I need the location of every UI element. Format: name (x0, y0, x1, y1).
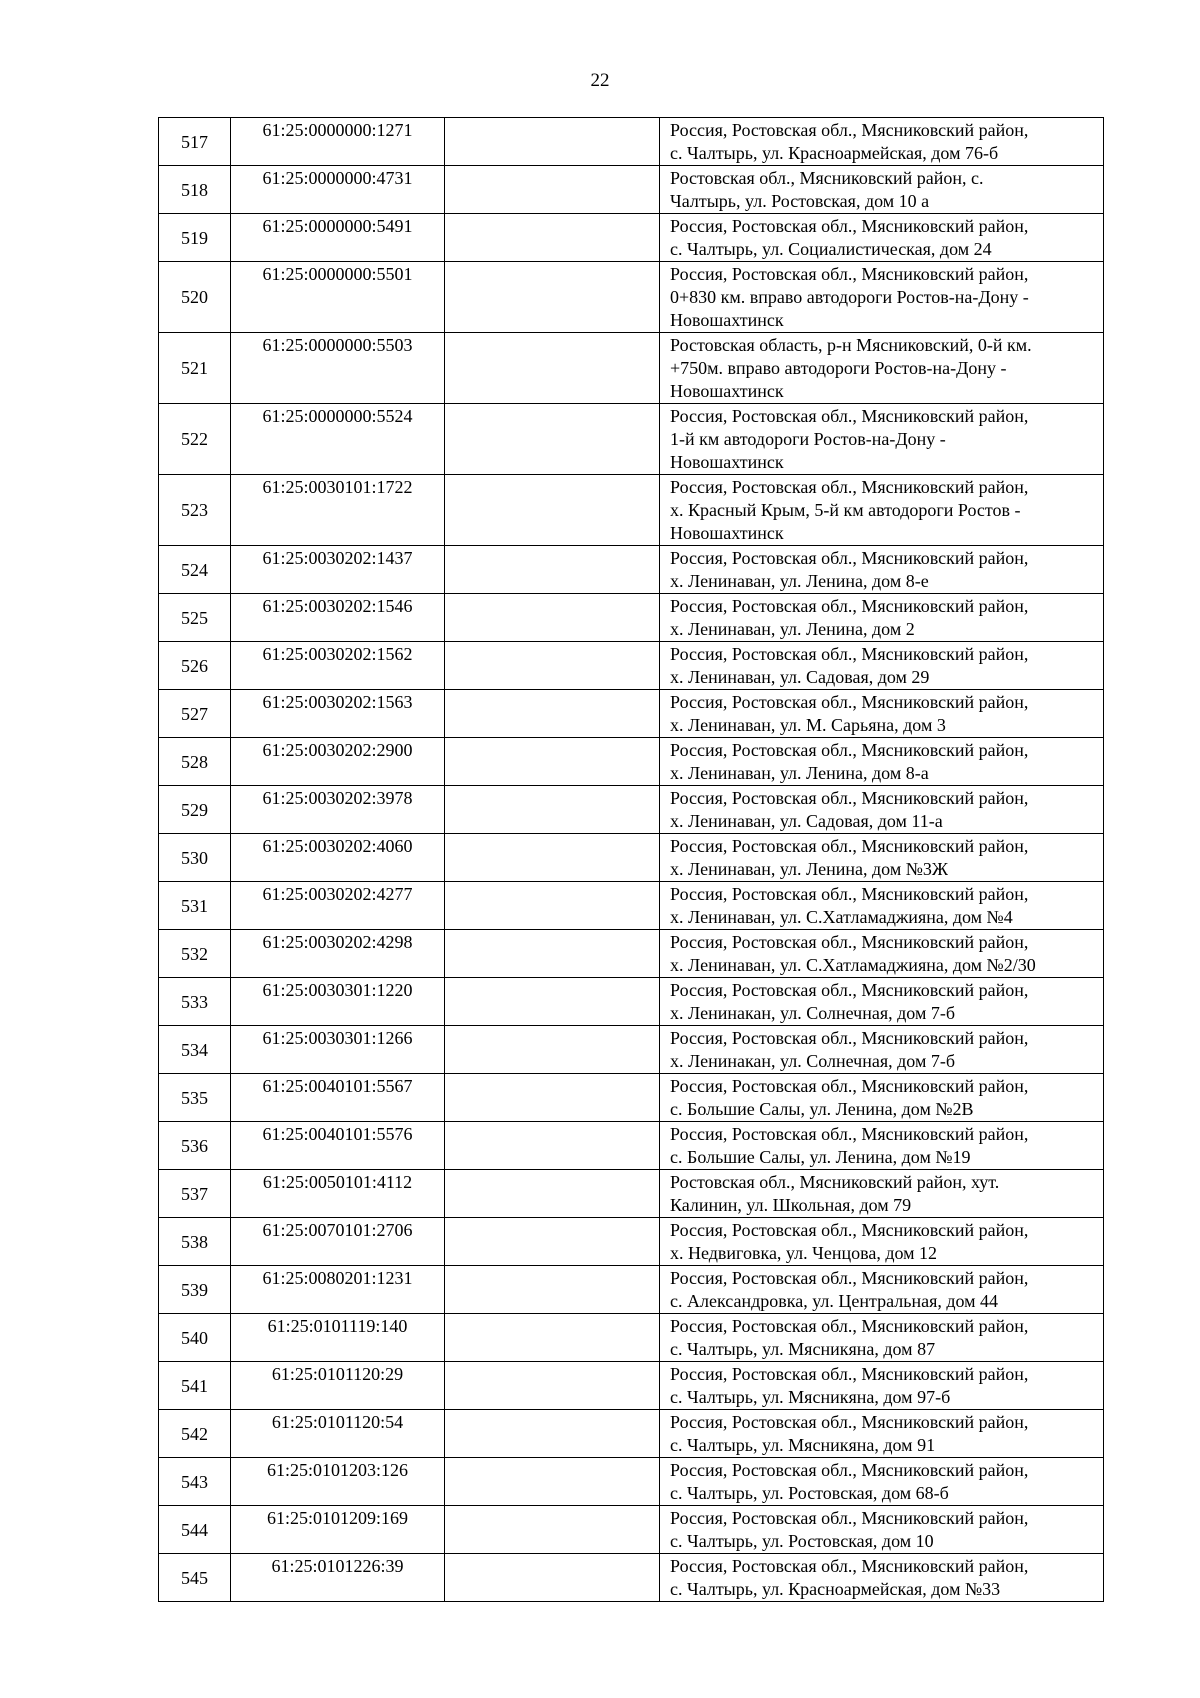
row-number-cell: 535 (159, 1074, 231, 1122)
empty-cell (445, 978, 660, 1026)
row-number-cell: 545 (159, 1554, 231, 1602)
table-row (159, 166, 1104, 214)
address-cell: Россия, Ростовская обл., Мясниковский район, 0+830 км. вправо автодороги Ростов-на-Дону - Новошахтинск (660, 262, 1104, 333)
cadastral-number-cell: 61:25:0000000:1271 (231, 118, 445, 166)
cadastral-number-cell: 61:25:0000000:5491 (231, 214, 445, 262)
table-row (159, 738, 1104, 786)
table-row (159, 1170, 1104, 1218)
cadastral-number-cell: 61:25:0000000:5503 (231, 333, 445, 404)
empty-cell (445, 1170, 660, 1218)
cadastral-number-cell: 61:25:0101203:126 (231, 1458, 445, 1506)
empty-cell (445, 262, 660, 333)
empty-cell (445, 882, 660, 930)
empty-cell (445, 642, 660, 690)
cadastral-number-cell: 61:25:0101119:140 (231, 1314, 445, 1362)
empty-cell (445, 1026, 660, 1074)
address-cell: Россия, Ростовская обл., Мясниковский район, с. Чалтырь, ул. Мясникяна, дом 87 (660, 1314, 1104, 1362)
row-number-cell: 520 (159, 262, 231, 333)
address-cell: Россия, Ростовская обл., Мясниковский район, с. Чалтырь, ул. Ростовская, дом 10 (660, 1506, 1104, 1554)
empty-cell (445, 930, 660, 978)
cadastral-number-cell: 61:25:0000000:5501 (231, 262, 445, 333)
empty-cell (445, 546, 660, 594)
row-number-cell: 534 (159, 1026, 231, 1074)
row-number-cell: 544 (159, 1506, 231, 1554)
cadastral-number-cell: 61:25:0040101:5567 (231, 1074, 445, 1122)
row-number-cell: 522 (159, 404, 231, 475)
address-cell: Россия, Ростовская обл., Мясниковский район, х. Ленинакан, ул. Солнечная, дом 7-б (660, 978, 1104, 1026)
table-row (159, 1074, 1104, 1122)
table-row (159, 1026, 1104, 1074)
empty-cell (445, 1074, 660, 1122)
address-cell: Ростовская обл., Мясниковский район, с. Чалтырь, ул. Ростовская, дом 10 а (660, 166, 1104, 214)
address-cell: Россия, Ростовская обл., Мясниковский район, с. Чалтырь, ул. Ростовская, дом 68-б (660, 1458, 1104, 1506)
cadastral-number-cell: 61:25:0030202:3978 (231, 786, 445, 834)
table-body (159, 118, 1104, 1602)
address-cell: Россия, Ростовская обл., Мясниковский район, х. Ленинакан, ул. Солнечная, дом 7-б (660, 1026, 1104, 1074)
address-cell: Россия, Ростовская обл., Мясниковский район, с. Чалтырь, ул. Красноармейская, дом №33 (660, 1554, 1104, 1602)
row-number-cell: 543 (159, 1458, 231, 1506)
table-row (159, 978, 1104, 1026)
address-cell: Россия, Ростовская обл., Мясниковский район, х. Ленинаван, ул. С.Хатламаджияна, дом №4 (660, 882, 1104, 930)
address-cell: Россия, Ростовская обл., Мясниковский район, с. Чалтырь, ул. Мясникяна, дом 91 (660, 1410, 1104, 1458)
cadastral-number-cell: 61:25:0101226:39 (231, 1554, 445, 1602)
table-row (159, 690, 1104, 738)
row-number-cell: 525 (159, 594, 231, 642)
address-cell: Россия, Ростовская обл., Мясниковский район, с. Большие Салы, ул. Ленина, дом №19 (660, 1122, 1104, 1170)
row-number-cell: 524 (159, 546, 231, 594)
cadastral-number-cell: 61:25:0050101:4112 (231, 1170, 445, 1218)
table-row (159, 834, 1104, 882)
cadastral-number-cell: 61:25:0030202:1546 (231, 594, 445, 642)
address-cell: Россия, Ростовская обл., Мясниковский район, х. Ленинаван, ул. Ленина, дом 2 (660, 594, 1104, 642)
row-number-cell: 539 (159, 1266, 231, 1314)
cadastral-number-cell: 61:25:0101120:54 (231, 1410, 445, 1458)
cadastral-number-cell: 61:25:0070101:2706 (231, 1218, 445, 1266)
table-row (159, 1554, 1104, 1602)
table-row (159, 118, 1104, 166)
cadastral-number-cell: 61:25:0030202:4277 (231, 882, 445, 930)
empty-cell (445, 1554, 660, 1602)
row-number-cell: 537 (159, 1170, 231, 1218)
address-cell: Россия, Ростовская обл., Мясниковский район, 1-й км автодороги Ростов-на-Дону - Новошахтинск (660, 404, 1104, 475)
empty-cell (445, 333, 660, 404)
row-number-cell: 541 (159, 1362, 231, 1410)
table-row (159, 546, 1104, 594)
address-cell: Россия, Ростовская обл., Мясниковский район, х. Недвиговка, ул. Ченцова, дом 12 (660, 1218, 1104, 1266)
cadastral-number-cell: 61:25:0030202:4060 (231, 834, 445, 882)
cadastral-number-cell: 61:25:0030202:1563 (231, 690, 445, 738)
row-number-cell: 519 (159, 214, 231, 262)
table-row (159, 1506, 1104, 1554)
cadastral-number-cell: 61:25:0030202:1562 (231, 642, 445, 690)
cadastral-number-cell: 61:25:0101209:169 (231, 1506, 445, 1554)
table-row (159, 404, 1104, 475)
empty-cell (445, 1362, 660, 1410)
row-number-cell: 529 (159, 786, 231, 834)
row-number-cell: 532 (159, 930, 231, 978)
cadastral-number-cell: 61:25:0080201:1231 (231, 1266, 445, 1314)
cadastral-number-cell: 61:25:0040101:5576 (231, 1122, 445, 1170)
empty-cell (445, 1218, 660, 1266)
address-cell: Россия, Ростовская обл., Мясниковский район, х. Ленинаван, ул. Ленина, дом 8-а (660, 738, 1104, 786)
address-cell: Россия, Ростовская обл., Мясниковский район, с. Чалтырь, ул. Социалистическая, дом 24 (660, 214, 1104, 262)
address-cell: Россия, Ростовская обл., Мясниковский район, х. Ленинаван, ул. М. Сарьяна, дом 3 (660, 690, 1104, 738)
address-cell: Ростовская обл., Мясниковский район, хут. Калинин, ул. Школьная, дом 79 (660, 1170, 1104, 1218)
row-number-cell: 526 (159, 642, 231, 690)
table-row (159, 262, 1104, 333)
row-number-cell: 523 (159, 475, 231, 546)
address-cell: Россия, Ростовская обл., Мясниковский район, х. Красный Крым, 5-й км автодороги Ростов - Новошахтинск (660, 475, 1104, 546)
empty-cell (445, 786, 660, 834)
row-number-cell: 530 (159, 834, 231, 882)
row-number-cell: 528 (159, 738, 231, 786)
address-cell: Россия, Ростовская обл., Мясниковский район, х. Ленинаван, ул. Ленина, дом 8-е (660, 546, 1104, 594)
table-row (159, 930, 1104, 978)
table-row (159, 642, 1104, 690)
empty-cell (445, 738, 660, 786)
cadastral-number-cell: 61:25:0030202:1437 (231, 546, 445, 594)
table-row (159, 1410, 1104, 1458)
table-row (159, 1314, 1104, 1362)
table-row (159, 1122, 1104, 1170)
address-cell: Ростовская область, р-н Мясниковский, 0-й км. +750м. вправо автодороги Ростов-на-Дону - Новошахтинск (660, 333, 1104, 404)
table-row (159, 1458, 1104, 1506)
table-row (159, 1266, 1104, 1314)
cadastral-number-cell: 61:25:0030301:1220 (231, 978, 445, 1026)
table-row (159, 594, 1104, 642)
address-cell: Россия, Ростовская обл., Мясниковский район, с. Чалтырь, ул. Красноармейская, дом 76-б (660, 118, 1104, 166)
table-row (159, 475, 1104, 546)
address-cell: Россия, Ростовская обл., Мясниковский район, х. Ленинаван, ул. Ленина, дом №3Ж (660, 834, 1104, 882)
row-number-cell: 527 (159, 690, 231, 738)
address-cell: Россия, Ростовская обл., Мясниковский район, с. Чалтырь, ул. Мясникяна, дом 97-б (660, 1362, 1104, 1410)
table-row (159, 1218, 1104, 1266)
address-cell: Россия, Ростовская обл., Мясниковский район, х. Ленинаван, ул. Садовая, дом 11-а (660, 786, 1104, 834)
table-row (159, 786, 1104, 834)
row-number-cell: 531 (159, 882, 231, 930)
empty-cell (445, 1410, 660, 1458)
empty-cell (445, 690, 660, 738)
cadastral-number-cell: 61:25:0030202:4298 (231, 930, 445, 978)
table-row (159, 1362, 1104, 1410)
row-number-cell: 542 (159, 1410, 231, 1458)
cadastral-number-cell: 61:25:0101120:29 (231, 1362, 445, 1410)
empty-cell (445, 475, 660, 546)
cadastral-number-cell: 61:25:0030101:1722 (231, 475, 445, 546)
cadastral-number-cell: 61:25:0000000:5524 (231, 404, 445, 475)
table-row (159, 333, 1104, 404)
empty-cell (445, 1506, 660, 1554)
empty-cell (445, 166, 660, 214)
address-cell: Россия, Ростовская обл., Мясниковский район, х. Ленинаван, ул. С.Хатламаджияна, дом №2/30 (660, 930, 1104, 978)
empty-cell (445, 1458, 660, 1506)
table-row (159, 214, 1104, 262)
row-number-cell: 536 (159, 1122, 231, 1170)
row-number-cell: 540 (159, 1314, 231, 1362)
row-number-cell: 521 (159, 333, 231, 404)
empty-cell (445, 118, 660, 166)
empty-cell (445, 1266, 660, 1314)
table-row (159, 882, 1104, 930)
row-number-cell: 517 (159, 118, 231, 166)
row-number-cell: 518 (159, 166, 231, 214)
page-number: 22 (590, 70, 610, 91)
empty-cell (445, 1122, 660, 1170)
row-number-cell: 533 (159, 978, 231, 1026)
cadastral-number-cell: 61:25:0030301:1266 (231, 1026, 445, 1074)
empty-cell (445, 834, 660, 882)
empty-cell (445, 594, 660, 642)
cadastral-table (158, 117, 1104, 1602)
empty-cell (445, 404, 660, 475)
cadastral-number-cell: 61:25:0000000:4731 (231, 166, 445, 214)
address-cell: Россия, Ростовская обл., Мясниковский район, с. Большие Салы, ул. Ленина, дом №2В (660, 1074, 1104, 1122)
empty-cell (445, 214, 660, 262)
address-cell: Россия, Ростовская обл., Мясниковский район, х. Ленинаван, ул. Садовая, дом 29 (660, 642, 1104, 690)
cadastral-number-cell: 61:25:0030202:2900 (231, 738, 445, 786)
empty-cell (445, 1314, 660, 1362)
address-cell: Россия, Ростовская обл., Мясниковский район, с. Александровка, ул. Центральная, дом 44 (660, 1266, 1104, 1314)
row-number-cell: 538 (159, 1218, 231, 1266)
